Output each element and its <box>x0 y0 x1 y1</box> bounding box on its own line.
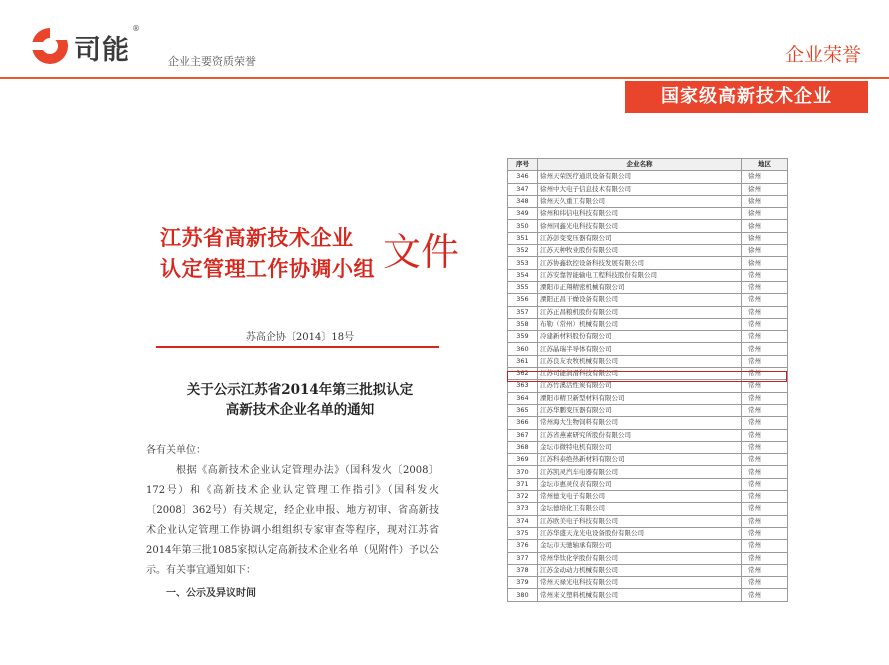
company-name: 江苏司能润滑科技有限公司 <box>538 368 742 380</box>
company-name: 徐州天荣医疗通讯设备有限公司 <box>538 171 742 183</box>
issuing-organization <box>160 222 380 284</box>
company-name: 江苏华盛天龙光电设备股份有限公司 <box>538 527 742 539</box>
region: 常州 <box>742 429 788 441</box>
document-letterhead <box>160 222 460 292</box>
company-name: 江苏凯灵汽车电器有限公司 <box>538 466 742 478</box>
table-row <box>508 232 788 244</box>
region: 徐州 <box>742 208 788 220</box>
table-row <box>508 429 788 441</box>
company-logo <box>28 22 148 70</box>
company-name: 金坛市惠灵仪表有限公司 <box>538 478 742 490</box>
row-number: 369 <box>508 454 538 466</box>
document-body <box>146 441 439 604</box>
company-name: 江苏华鹏变压器有限公司 <box>538 404 742 416</box>
row-number: 361 <box>508 355 538 367</box>
row-number: 378 <box>508 564 538 576</box>
document-red-rule <box>156 346 439 348</box>
region: 常州 <box>742 454 788 466</box>
table-row <box>508 245 788 257</box>
company-name: 徐州中大电子信息技术有限公司 <box>538 183 742 195</box>
row-number: 357 <box>508 306 538 318</box>
region: 常州 <box>742 392 788 404</box>
table-row <box>508 466 788 478</box>
region: 徐州 <box>742 171 788 183</box>
region: 常州 <box>742 478 788 490</box>
company-name: 江苏良友农牧机械有限公司 <box>538 355 742 367</box>
header-number: 序号 <box>508 159 538 171</box>
company-name: 布勒（常州）机械有限公司 <box>538 318 742 330</box>
page-subtitle: 企业主要资质荣誉 <box>168 55 256 68</box>
row-number: 370 <box>508 466 538 478</box>
title-line-1: 关于公示江苏省2014年第三批拟认定 <box>186 382 414 398</box>
table-row <box>508 491 788 503</box>
row-number: 380 <box>508 589 538 601</box>
region: 常州 <box>742 441 788 453</box>
row-number: 365 <box>508 404 538 416</box>
company-name: 常州天禄光电科技有限公司 <box>538 577 742 589</box>
company-name: 江苏省燕素研究所股份有限公司 <box>538 429 742 441</box>
region: 徐州 <box>742 232 788 244</box>
company-name: 江苏欧美电子科技有限公司 <box>538 515 742 527</box>
company-name: 溧阳市精卫新型材料有限公司 <box>538 392 742 404</box>
row-number: 351 <box>508 232 538 244</box>
table-row <box>508 343 788 355</box>
header-region: 地区 <box>742 159 788 171</box>
company-name: 江苏竹溪活性炭有限公司 <box>538 380 742 392</box>
row-number: 359 <box>508 331 538 343</box>
row-number: 353 <box>508 257 538 269</box>
table-row <box>508 540 788 552</box>
company-name: 徐州同鑫光电科技有限公司 <box>538 220 742 232</box>
region: 常州 <box>742 281 788 293</box>
company-name: 常州华钛化学股份有限公司 <box>538 552 742 564</box>
table-row <box>508 171 788 183</box>
table-row <box>508 417 788 429</box>
company-name: 江苏晶瑞半导体有限公司 <box>538 343 742 355</box>
table-row <box>508 331 788 343</box>
company-name: 江苏天种牧业股份有限公司 <box>538 245 742 257</box>
region: 常州 <box>742 564 788 576</box>
table-row <box>508 318 788 330</box>
company-name: 溧阳市正翔精密机械有限公司 <box>538 281 742 293</box>
row-number: 374 <box>508 515 538 527</box>
region: 常州 <box>742 269 788 281</box>
region: 徐州 <box>742 183 788 195</box>
row-number: 358 <box>508 318 538 330</box>
company-name: 江苏金动动力机械有限公司 <box>538 564 742 576</box>
title-line-2: 高新技术企业名单的通知 <box>225 402 375 418</box>
region: 常州 <box>742 318 788 330</box>
row-number: 354 <box>508 269 538 281</box>
document-title <box>160 380 440 420</box>
row-number: 377 <box>508 552 538 564</box>
region: 常州 <box>742 540 788 552</box>
region: 常州 <box>742 343 788 355</box>
enterprise-list-table <box>507 158 787 602</box>
greeting: 各有关单位： <box>146 445 206 456</box>
company-name: 常州来义塑料机械有限公司 <box>538 589 742 601</box>
region: 常州 <box>742 306 788 318</box>
table-row <box>508 183 788 195</box>
region: 徐州 <box>742 195 788 207</box>
table-row <box>508 441 788 453</box>
row-number: 375 <box>508 527 538 539</box>
table-row <box>508 527 788 539</box>
company-name: 江苏正昌粮机股份有限公司 <box>538 306 742 318</box>
honor-banner: 国家级高新技术企业 <box>625 81 868 113</box>
row-number: 362 <box>508 368 538 380</box>
section-title: 企业荣誉 <box>784 44 861 66</box>
table-row <box>508 515 788 527</box>
table-row <box>508 503 788 515</box>
region: 常州 <box>742 380 788 392</box>
table-row <box>508 257 788 269</box>
company-name: 江苏彭变变压器有限公司 <box>538 232 742 244</box>
row-number: 352 <box>508 245 538 257</box>
table-row <box>508 208 788 220</box>
row-number: 372 <box>508 491 538 503</box>
logo-text: 司能 <box>74 35 130 66</box>
region: 徐州 <box>742 220 788 232</box>
row-number: 368 <box>508 441 538 453</box>
registered-mark: ® <box>132 24 140 33</box>
region: 常州 <box>742 515 788 527</box>
table-row <box>508 294 788 306</box>
company-name: 江苏安靠智能输电工程科技股份有限公司 <box>538 269 742 281</box>
company-name: 金坛市微特电机有限公司 <box>538 441 742 453</box>
table-row <box>508 552 788 564</box>
row-number: 367 <box>508 429 538 441</box>
region: 常州 <box>742 404 788 416</box>
company-name: 江苏科泰绝热新材料有限公司 <box>538 454 742 466</box>
row-number: 350 <box>508 220 538 232</box>
company-name: 金坛市天驰轴承有限公司 <box>538 540 742 552</box>
document-word: 文件 <box>383 230 460 274</box>
section-heading: 一、公示及异议时间 <box>166 588 256 599</box>
row-number: 376 <box>508 540 538 552</box>
company-name: 常州德戈电子有限公司 <box>538 491 742 503</box>
table-row <box>508 306 788 318</box>
table-row <box>508 195 788 207</box>
table-row <box>508 404 788 416</box>
org-line-1: 江苏省高新技术企业 <box>160 225 354 250</box>
table-row <box>508 281 788 293</box>
company-name: 徐州和纬信电科技有限公司 <box>538 208 742 220</box>
region: 常州 <box>742 417 788 429</box>
row-number: 355 <box>508 281 538 293</box>
header-company: 企业名称 <box>538 159 742 171</box>
company-name: 金坛德培化工有限公司 <box>538 503 742 515</box>
body-paragraph: 根据《高新技术企业认定管理办法》（国科发火〔2008〕172号）和《高新技术企业认定管理工作指引》（国科发火〔2008〕362号）有关规定，经企业申报、地方初审、省高新技术企业认定管理工作协调小组组织专家审查等程序，现对江苏省2014年第三批1085家拟认定高新技术企业名单（见附件）予以公示。有关事宜通知如下： <box>146 465 439 576</box>
row-number: 360 <box>508 343 538 355</box>
region: 徐州 <box>742 245 788 257</box>
org-line-2: 认定管理工作协调小组 <box>160 256 375 281</box>
row-number: 371 <box>508 478 538 490</box>
table-header-row <box>508 159 788 171</box>
table-row <box>508 392 788 404</box>
region: 常州 <box>742 466 788 478</box>
row-number: 349 <box>508 208 538 220</box>
table-row <box>508 269 788 281</box>
table-row <box>508 368 788 380</box>
row-number: 346 <box>508 171 538 183</box>
region: 常州 <box>742 294 788 306</box>
row-number: 356 <box>508 294 538 306</box>
region: 常州 <box>742 503 788 515</box>
company-name: 冷建新材料股份有限公司 <box>538 331 742 343</box>
company-name: 徐州天久重工有限公司 <box>538 195 742 207</box>
region: 常州 <box>742 491 788 503</box>
company-name: 江苏协鑫软控设备科技发展有限公司 <box>538 257 742 269</box>
table-row <box>508 577 788 589</box>
company-name: 溧阳正昌干燥设备有限公司 <box>538 294 742 306</box>
row-number: 366 <box>508 417 538 429</box>
company-name: 常州海大生物饲料有限公司 <box>538 417 742 429</box>
row-number: 379 <box>508 577 538 589</box>
region: 常州 <box>742 368 788 380</box>
row-number: 348 <box>508 195 538 207</box>
table-row <box>508 589 788 601</box>
region: 常州 <box>742 589 788 601</box>
region: 常州 <box>742 331 788 343</box>
header-divider <box>0 77 889 79</box>
document-number: 苏高企协〔2014〕18号 <box>245 332 355 343</box>
row-number: 364 <box>508 392 538 404</box>
logo-mark-icon <box>28 24 72 68</box>
table-row <box>508 220 788 232</box>
table-row <box>508 478 788 490</box>
table-row <box>508 454 788 466</box>
region: 常州 <box>742 552 788 564</box>
row-number: 347 <box>508 183 538 195</box>
row-number: 373 <box>508 503 538 515</box>
row-number: 363 <box>508 380 538 392</box>
region: 常州 <box>742 577 788 589</box>
region: 常州 <box>742 355 788 367</box>
region: 常州 <box>742 527 788 539</box>
region: 徐州 <box>742 257 788 269</box>
table-row <box>508 355 788 367</box>
table-row <box>508 380 788 392</box>
table-row <box>508 564 788 576</box>
